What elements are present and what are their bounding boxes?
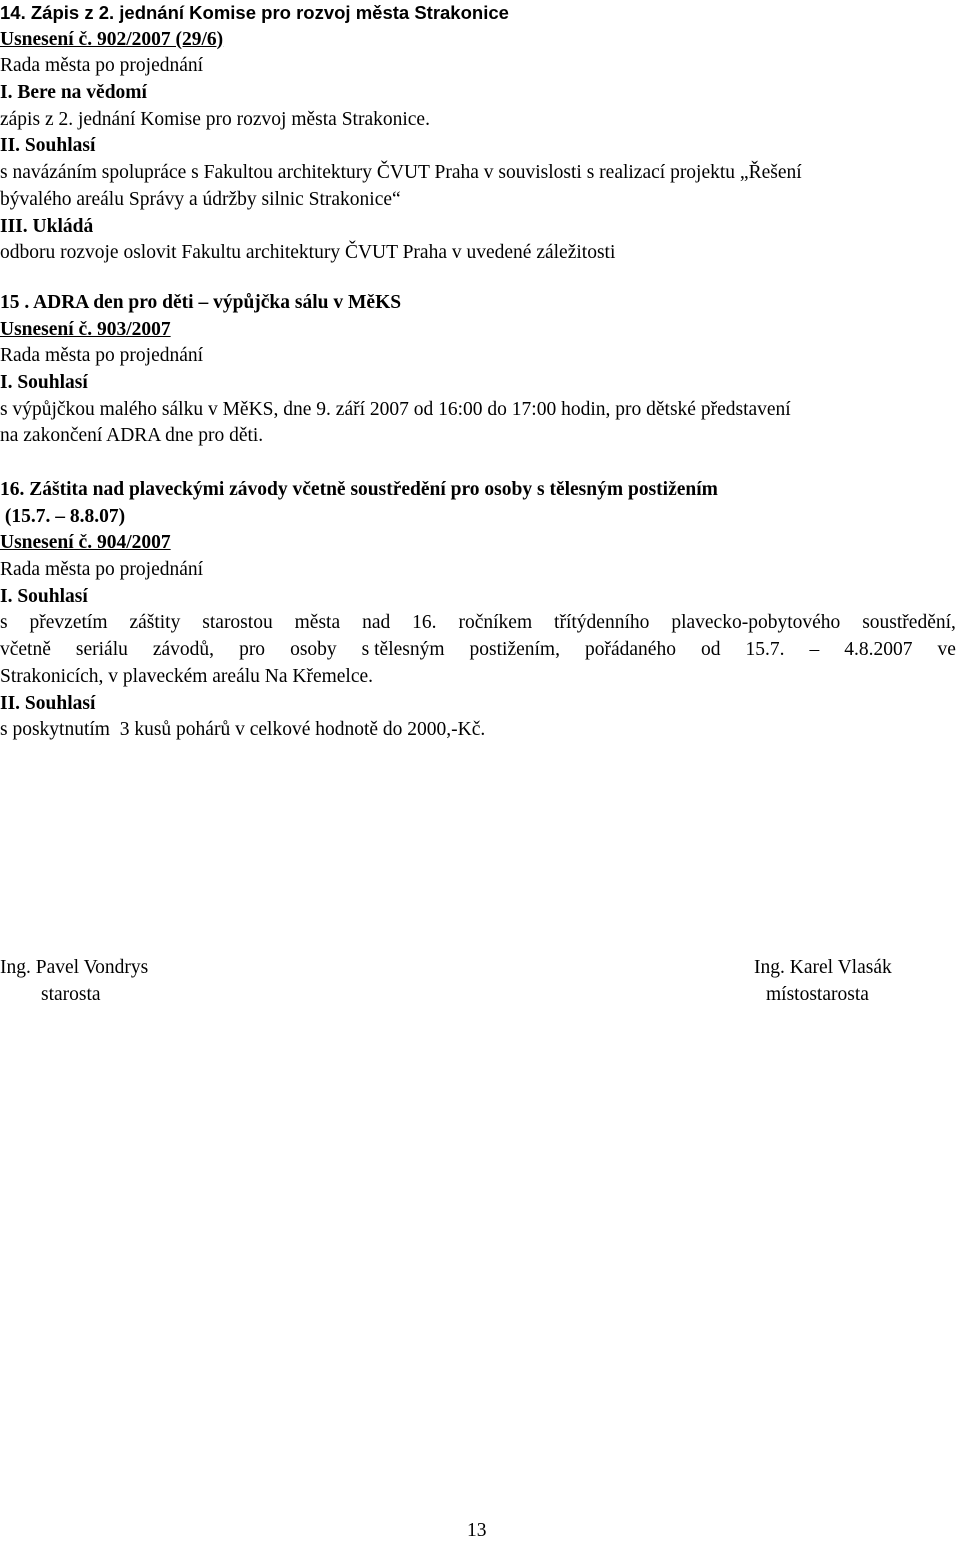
- item-16: [0, 477, 960, 744]
- justified-word: osoby: [290, 639, 337, 661]
- item-14-resolution: Usnesení č. 902/2007 (29/6): [0, 28, 224, 50]
- item-14-point1-text: zápis z 2. jednání Komise pro rozvoj města Strakonice.: [0, 108, 430, 130]
- item-14-title: 14. Zápis z 2. jednání Komise pro rozvoj města Strakonice: [0, 2, 509, 23]
- justified-word: města: [294, 612, 341, 634]
- justified-word: ve: [937, 639, 956, 661]
- item-16-council: Rada města po projednání: [0, 559, 204, 581]
- item-16-point1-text-line2: [0, 637, 956, 664]
- item-15-title: [0, 290, 960, 317]
- justified-word: pořádaného: [584, 639, 676, 661]
- signature-left: [0, 955, 148, 1008]
- justified-word: soustředění,: [862, 612, 956, 634]
- justified-word: s: [0, 612, 8, 634]
- item-16-resolution: Usnesení č. 904/2007: [0, 532, 171, 554]
- justified-word: od: [700, 639, 721, 661]
- item-15: [0, 290, 960, 450]
- item-14-council: Rada města po projednání: [0, 55, 204, 77]
- item-15-point1-text-part2: září 2007 od 16:00 do 17:00 hodin, pro dětské představení: [335, 398, 791, 420]
- justified-word: pro: [239, 639, 266, 661]
- justified-word: seriálu: [75, 639, 128, 661]
- item-15-point1-text-part1: s výpůjčkou malého sálku v MěKS, dne 9.: [0, 398, 336, 420]
- signature-right-name: Ing. Karel Vlasák: [754, 957, 892, 978]
- justified-word: –: [809, 639, 820, 661]
- justified-word: postižením,: [469, 639, 560, 661]
- item-14-point2-text-line2: bývalého areálu Správy a údržby silnic Strakonice“: [0, 188, 401, 210]
- justified-word: 16.: [412, 612, 437, 634]
- justified-word: starostou: [202, 612, 273, 634]
- justified-word: plavecko-pobytového: [671, 612, 841, 634]
- item-16-point2-text: s poskytnutím 3 kusů pohárů v celkové hodnotě do 2000,-Kč.: [0, 719, 486, 741]
- item-15-title-text: ADRA den pro děti – výpůjčka sálu v MěKS: [33, 292, 402, 313]
- page-number: 13: [467, 1520, 487, 1541]
- item-14-point2-heading: II. Souhlasí: [0, 135, 96, 157]
- signature-left-role: starosta: [41, 983, 101, 1005]
- justified-word: včetně: [0, 639, 51, 661]
- justified-word: převzetím: [29, 612, 108, 634]
- item-15-resolution: Usnesení č. 903/2007: [0, 318, 171, 340]
- item-16-title-line2: (15.7. – 8.8.07): [0, 505, 126, 527]
- item-14: [0, 0, 960, 267]
- signature-right-role: místostarosta: [766, 983, 869, 1005]
- justified-word: třítýdenního: [554, 612, 650, 634]
- item-16-point1-heading: I. Souhlasí: [0, 585, 88, 607]
- item-15-council: Rada města po projednání: [0, 345, 204, 367]
- justified-word: s tělesným: [361, 639, 445, 661]
- justified-word: závodů,: [152, 639, 215, 661]
- justified-word: nad: [362, 612, 391, 634]
- justified-word: ročníkem: [458, 612, 533, 634]
- item-14-point2-text-line1: s navázáním spolupráce s Fakultou architektury ČVUT Praha v souvislosti s realizací projektu „Řešení: [0, 162, 802, 184]
- item-14-point3-text: odboru rozvoje oslovit Fakultu architektury ČVUT Praha v uvedené záležitosti: [0, 242, 616, 264]
- signature-right: [754, 955, 892, 1008]
- justified-word: 15.7.: [745, 639, 785, 661]
- item-16-point2-heading: II. Souhlasí: [0, 692, 96, 714]
- item-16-point1-text-line3: Strakonicích, v plaveckém areálu Na Křemelce.: [0, 665, 374, 687]
- justified-word: záštity: [129, 612, 181, 634]
- signature-left-name: Ing. Pavel Vondrys: [0, 957, 149, 978]
- item-16-point1-text-line1: [0, 610, 956, 637]
- item-15-point1-text-line1: [0, 397, 960, 424]
- item-15-title-number: 15 .: [0, 292, 34, 313]
- item-14-point3-heading: III. Ukládá: [0, 215, 94, 237]
- justified-word: 4.8.2007: [844, 639, 913, 661]
- item-14-point1-heading: I. Bere na vědomí: [0, 82, 147, 104]
- item-16-title-line1: 16. Záštita nad plaveckými závody včetně soustředění pro osoby s tělesným postižením: [0, 479, 718, 500]
- item-15-point1-text-line2: na zakončení ADRA dne pro děti.: [0, 425, 264, 447]
- item-15-point1-heading: I. Souhlasí: [0, 372, 88, 394]
